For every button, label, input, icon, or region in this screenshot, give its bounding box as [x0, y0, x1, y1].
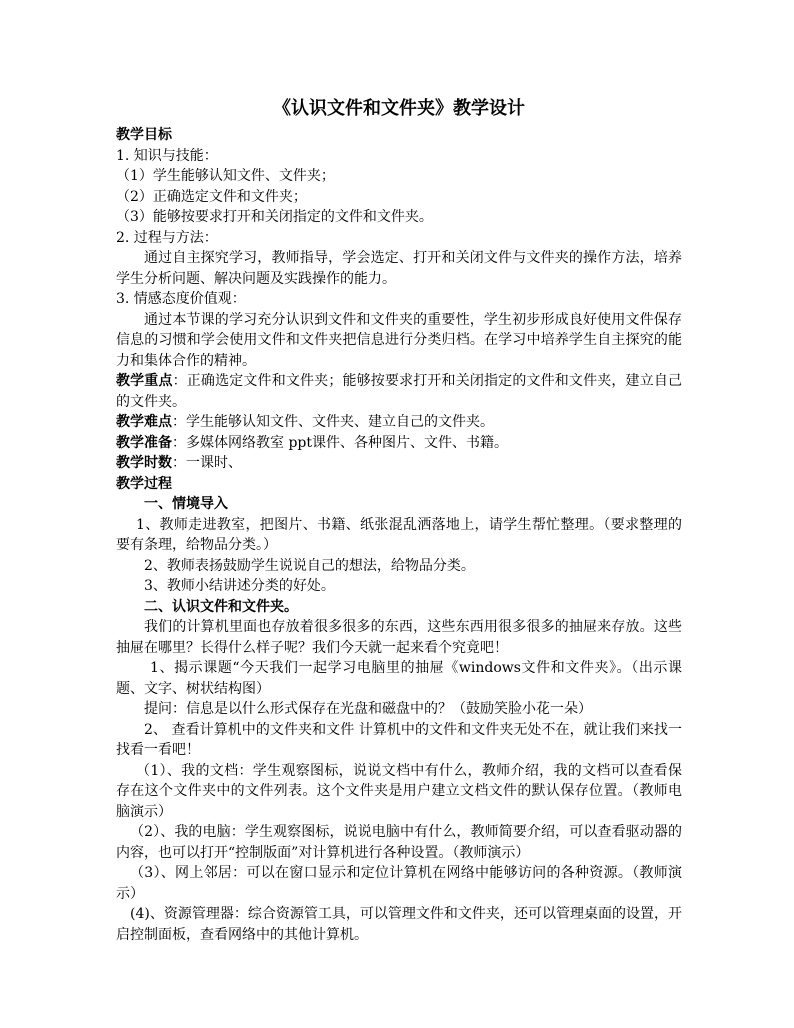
class-hours-label: 教学时数 — [116, 455, 172, 471]
goals-heading: 教学目标 — [116, 127, 172, 143]
document-body — [116, 96, 682, 945]
class-hours — [116, 453, 682, 474]
key-points — [116, 371, 682, 412]
preparation-text: ：多媒体网络教室 ppt课件、各种图片、文件、书籍。 — [172, 434, 508, 451]
part2-question: 提问：信息是以什么形式保存在光盘和磁盘中的？（鼓励笑脸小花一朵） — [144, 701, 592, 717]
part2-item-2: 2、 查看计算机中的文件夹和文件 计算机中的文件和文件夹无处不在，就让我们来找一找看一看吧！ — [116, 721, 682, 758]
section-attitude: 3. 情感态度价值观： — [116, 291, 246, 307]
section-process-method: 2. 过程与方法： — [116, 229, 218, 246]
part1-item-2: 2、教师表扬鼓励学生说说自己的想法，给物品分类。 — [144, 557, 475, 574]
section-knowledge: 1. 知识与技能： — [116, 147, 218, 164]
document-title: 《认识文件和文件夹》教学设计 — [273, 98, 525, 119]
key-points-label: 教学重点 — [116, 373, 173, 389]
part2-item-2a: （1）、我的文档：学生观察图标，说说文档中有什么，教师介绍，我的文档可以查看保存在这个文件夹中的文件列表。这个文件夹是用户建立文档文件的默认保存位置。（教师电脑演示） — [116, 762, 682, 820]
knowledge-item-2: （2）正确选定文件和文件夹； — [116, 188, 307, 205]
difficult-points-text: ：学生能够认知文件、文件夹、建立自己的文件夹。 — [172, 414, 494, 430]
process-heading: 教学过程 — [116, 475, 172, 492]
key-points-text: ：正确选定文件和文件夹；能够按要求打开和关闭指定的文件和文件夹，建立自己的文件夹。 — [116, 373, 683, 410]
preparation-label: 教学准备 — [116, 434, 172, 451]
part2-item-2d: (4)、资源管理器：综合资源管工具，可以管理文件和文件夹，还可以管理桌面的设置，开启控制面板，查看网络中的其他计算机。 — [116, 906, 682, 943]
difficult-points-label: 教学难点 — [116, 414, 172, 430]
knowledge-item-3: （3）能够按要求打开和关闭指定的文件和文件夹。 — [116, 209, 433, 225]
class-hours-text: ：一课时、 — [172, 455, 242, 471]
difficult-points — [116, 412, 682, 433]
knowledge-item-1: （1）学生能够认知文件、文件夹； — [116, 168, 335, 184]
part2-intro: 我们的计算机里面也存放着很多很多的东西，这些东西用很多很多的抽屉来存放。这些抽屉在哪里？长得什么样子呢？我们今天就一起来看个究竟吧！ — [116, 619, 682, 656]
part2-item-2b: （2）、我的电脑：学生观察图标，说说电脑中有什么，教师简要介绍，可以查看驱动器的内容，也可以打开“控制版面”对计算机进行各种设置。（教师演示） — [116, 824, 682, 861]
attitude-text: 通过本节课的学习充分认识到文件和文件夹的重要性，学生初步形成良好使用文件保存信息的习惯和学会使用文件和文件夹把信息进行分类归档。在学习中培养学生自主探究的能力和集体合作的精神。 — [116, 311, 682, 369]
preparation — [116, 433, 682, 454]
part2-item-1: 1、揭示课题“今天我们一起学习电脑里的抽屉《windows文件和文件夹》。（出示课题、文字、树状结构图） — [116, 660, 682, 697]
part1-heading: 一、情境导入 — [144, 496, 228, 512]
part1-item-3: 3、教师小结讲述分类的好处。 — [144, 578, 335, 594]
part2-heading: 二、认识文件和文件夹。 — [144, 598, 298, 615]
process-method-text: 通过自主探究学习，教师指导，学会选定、打开和关闭文件与文件夹的操作方法，培养学生分析问题、解决问题及实践操作的能力。 — [116, 250, 682, 287]
part2-item-2c: （3）、网上邻居：可以在窗口显示和定位计算机在网络中能够访问的各种资源。（教师演示） — [116, 865, 682, 902]
part1-item-1: 1、教师走进教室，把图片、书籍、纸张混乱洒落地上，请学生帮忙整理。（要求整理的要有条理，给物品分类。） — [116, 516, 682, 553]
